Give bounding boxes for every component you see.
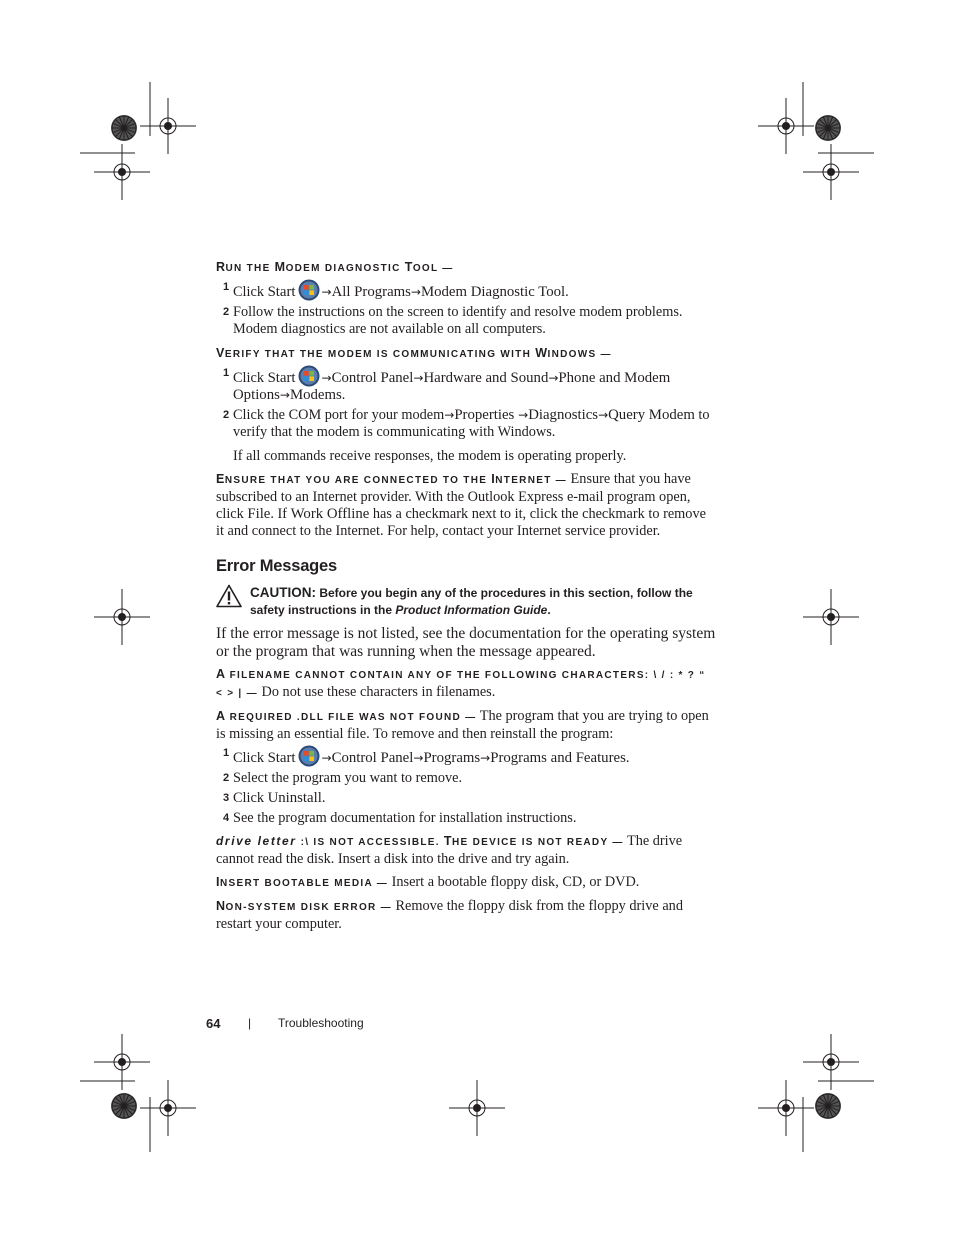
filename-paragraph: A FILENAME CANNOT CONTAIN ANY OF THE FOLLOWING CHARACTERS: \ / : * ? “ < > | — Do not use these characters in filenames.	[216, 667, 706, 700]
verify-modem-note: If all commands receive responses, the modem is operating properly.	[233, 448, 627, 464]
dll-step-3: 3 Click Uninstall.	[223, 790, 326, 806]
footer-section-name: Troubleshooting	[278, 1016, 364, 1030]
caution-notice: CAUTION: Before you begin any of the procedures in this section, follow the safety instructions in the Product Information Guide.	[216, 584, 716, 619]
bootable-paragraph: INSERT BOOTABLE MEDIA — Insert a bootable floppy disk, CD, or DVD.	[216, 874, 640, 890]
run-modem-step-2: 2 Follow the instructions on the screen to identify and resolve modem problems. Modem diagnostics are not available on all computers.	[223, 304, 683, 337]
filename-header: A FILENAME CANNOT CONTAIN ANY OF THE FOLLOWING CHARACTERS: \ / : * ? “ < > | —	[216, 667, 706, 699]
verify-modem-step-2: 2 Click the COM port for your modem→Properties →Diagnostics→Query Modem to verify that the modem is communicating with Windows.	[223, 407, 710, 440]
error-messages-intro: If the error message is not listed, see the documentation for the operating system or the program that was running when the message appeared.	[216, 625, 716, 660]
ensure-internet-header: ENSURE THAT YOU ARE CONNECTED TO THE INTERNET —	[216, 472, 567, 486]
drive-header: drive letter :\ IS NOT ACCESSIBLE. THE DEVICE IS NOT READY —	[216, 834, 624, 848]
windows-start-orb-icon	[298, 279, 320, 301]
page-number: 64	[206, 1016, 221, 1031]
dll-step-1: 1 Click Start →Control Panel→Programs→Programs and Features.	[223, 747, 630, 766]
run-modem-step-1: 1 Click Start →All Programs→Modem Diagnostic Tool.	[223, 281, 569, 300]
dll-paragraph: A REQUIRED .DLL FILE WAS NOT FOUND — The program that you are trying to open is missing an essential file. To remove and then reinstall the program:	[216, 708, 709, 742]
verify-modem-header: VERIFY THAT THE MODEM IS COMMUNICATING WITH WINDOWS —	[216, 346, 612, 360]
page-content	[216, 259, 716, 933]
ensure-internet-paragraph: ENSURE THAT YOU ARE CONNECTED TO THE INTERNET — Ensure that you have subscribed to an Internet provider. With the Outlook Express e-mail program open, click File. If Work Offline has a checkmark next to it, click the checkmark to remove it and connect to the Internet. For help, contact your Internet service provider.	[216, 471, 706, 539]
windows-start-orb-icon	[298, 365, 320, 387]
dll-header: A REQUIRED .DLL FILE WAS NOT FOUND —	[216, 709, 477, 723]
verify-modem-step-1: 1 Click Start →Control Panel→Hardware and Sound→Phone and Modem Options→Modems.	[223, 367, 671, 403]
windows-start-orb-icon	[298, 745, 320, 767]
run-modem-header: RUN THE MODEM DIAGNOSTIC TOOL —	[216, 260, 454, 274]
nonsystem-paragraph: NON-SYSTEM DISK ERROR — Remove the floppy disk from the floppy drive and restart your computer.	[216, 898, 683, 932]
dll-step-4: 4 See the program documentation for installation instructions.	[223, 810, 577, 826]
dll-step-2: 2 Select the program you want to remove.	[223, 770, 463, 786]
nonsystem-header: NON-SYSTEM DISK ERROR —	[216, 899, 392, 913]
caution-triangle-icon	[216, 584, 242, 608]
drive-paragraph: drive letter :\ IS NOT ACCESSIBLE. THE DEVICE IS NOT READY — The drive cannot read the disk. Insert a disk into the drive and try again.	[216, 833, 683, 867]
footer-separator: |	[248, 1016, 252, 1030]
bootable-header: INSERT BOOTABLE MEDIA —	[216, 875, 389, 889]
section-title: Error Messages	[216, 557, 338, 575]
